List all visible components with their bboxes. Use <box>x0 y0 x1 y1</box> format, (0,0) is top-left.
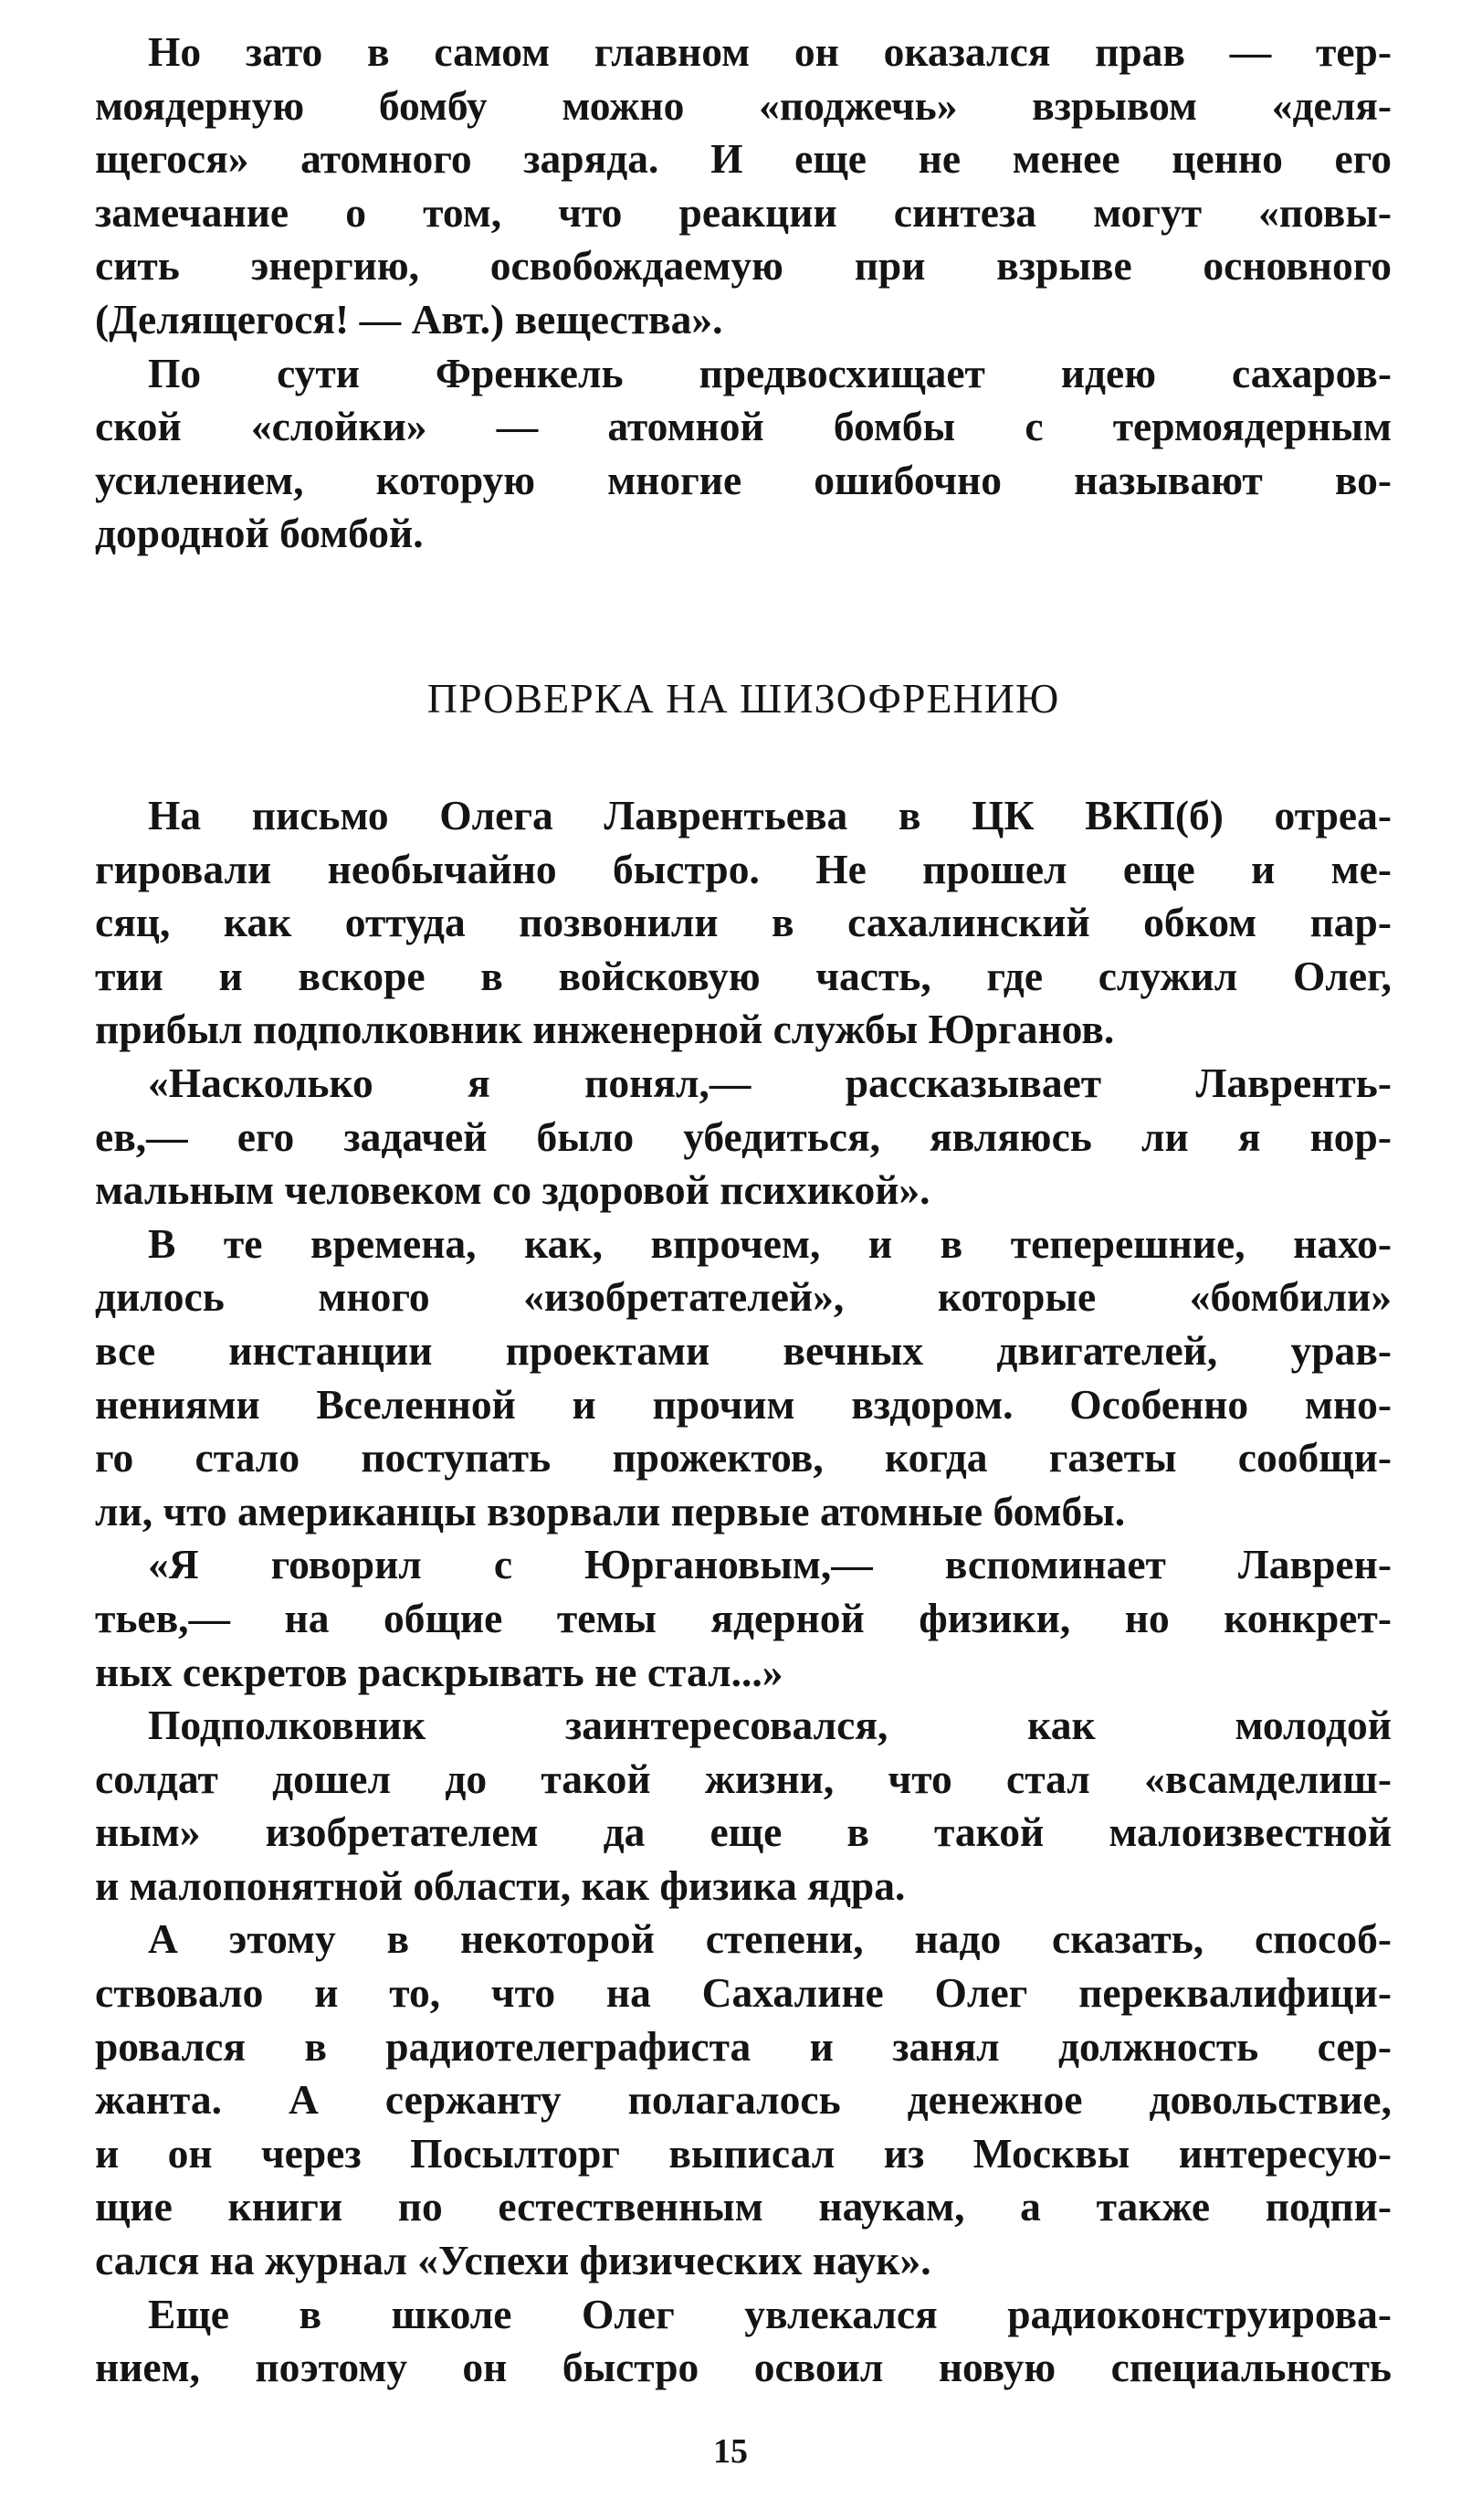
text-line: В те времена, как, впрочем, и в теперешние, нахо- <box>148 1219 1392 1267</box>
text-line: солдат дошел до такой жизни, что стал «всамделиш- <box>95 1755 1392 1802</box>
text-line: дилось много «изобретателей», которые «бомбили» <box>95 1273 1392 1321</box>
text-line: На письмо Олега Лаврентьева в ЦК ВКП(б) отреа- <box>148 792 1392 838</box>
text-line: сить энергию, освобождаемую при взрыве основного <box>95 242 1392 290</box>
text-line: гировали необычайно быстро. Не прошел еще и ме- <box>95 845 1392 892</box>
text-line: прибыл подполковник инженерной службы Юрганов. <box>95 1006 1115 1053</box>
text-line: сяц, как оттуда позвонили в сахалинский обком пар- <box>95 899 1392 946</box>
page-number: 15 <box>713 2432 748 2471</box>
text-line: тии и вскоре в войсковую часть, где служил Олег, <box>95 952 1392 999</box>
text-line: и он через Посылторг выписал из Москвы интересую- <box>95 2129 1392 2177</box>
text-line: ровался в радиотелеграфиста и занял должность сер- <box>95 2022 1392 2070</box>
text-block-intro <box>95 26 1392 561</box>
text-line: мальным человеком со здоровой психикой». <box>95 1166 930 1214</box>
text-line: ным» изобретателем да еще в такой малоизвестной <box>95 1808 1392 1856</box>
text-line: ных секретов раскрывать не стал...» <box>95 1648 783 1695</box>
text-line: щие книги по естественным наукам, а также подпи- <box>95 2183 1392 2230</box>
text-line: моядерную бомбу можно «поджечь» взрывом «деля- <box>95 81 1392 129</box>
text-line: все инстанции проектами вечных двигателей, урав- <box>95 1326 1392 1374</box>
text-line: дородной бомбой. <box>95 510 424 557</box>
text-line: Но зато в самом главном он оказался прав — тер- <box>148 28 1392 75</box>
text-line: го стало поступать прожектов, когда газеты сообщи- <box>95 1434 1392 1481</box>
text-line: «Насколько я понял,— рассказывает Лавренть- <box>148 1059 1392 1106</box>
text-line: Еще в школе Олег увлекался радиоконструирова- <box>148 2290 1392 2337</box>
text-line: ли, что американцы взорвали первые атомные бомбы. <box>95 1487 1126 1534</box>
text-line: нием, поэтому он быстро освоил новую специальность <box>95 2344 1392 2391</box>
text-line: и малопонятной области, как физика ядра. <box>95 1861 906 1909</box>
text-line: замечание о том, что реакции синтеза могут «повы- <box>95 188 1392 236</box>
text-line: ской «слойки» — атомной бомбы с термоядерным <box>95 403 1392 450</box>
section-heading: ПРОВЕРКА НА ШИЗОФРЕНИЮ <box>426 675 1060 722</box>
text-line: ствовало и то, что на Сахалине Олег переквалифици- <box>95 1969 1392 2017</box>
text-line: усилением, которую многие ошибочно называют во- <box>95 456 1392 503</box>
text-line: щегося» атомного заряда. И еще не менее ценно его <box>95 135 1392 183</box>
text-line: тьев,— на общие темы ядерной физики, но конкрет- <box>95 1594 1392 1641</box>
text-line: нениями Вселенной и прочим вздором. Особенно мно- <box>95 1380 1392 1428</box>
text-line: А этому в некоторой степени, надо сказать, способ- <box>148 1915 1392 1963</box>
text-line: жанта. А сержанту полагалось денежное довольствие, <box>95 2076 1392 2124</box>
text-line: Подполковник заинтересовался, как молодой <box>148 1702 1392 1749</box>
text-line: (Делящегося! — Авт.) вещества». <box>95 295 723 343</box>
text-line: По сути Френкель предвосхищает идею сахаров- <box>148 349 1392 396</box>
text-line: ев,— его задачей было убедиться, являюсь ли я нор- <box>95 1112 1392 1160</box>
text-line: сался на журнал «Успехи физических наук». <box>95 2237 931 2284</box>
text-block-section <box>95 789 1392 2395</box>
text-line: «Я говорил с Юргановым,— вспоминает Лаврен- <box>148 1541 1392 1588</box>
